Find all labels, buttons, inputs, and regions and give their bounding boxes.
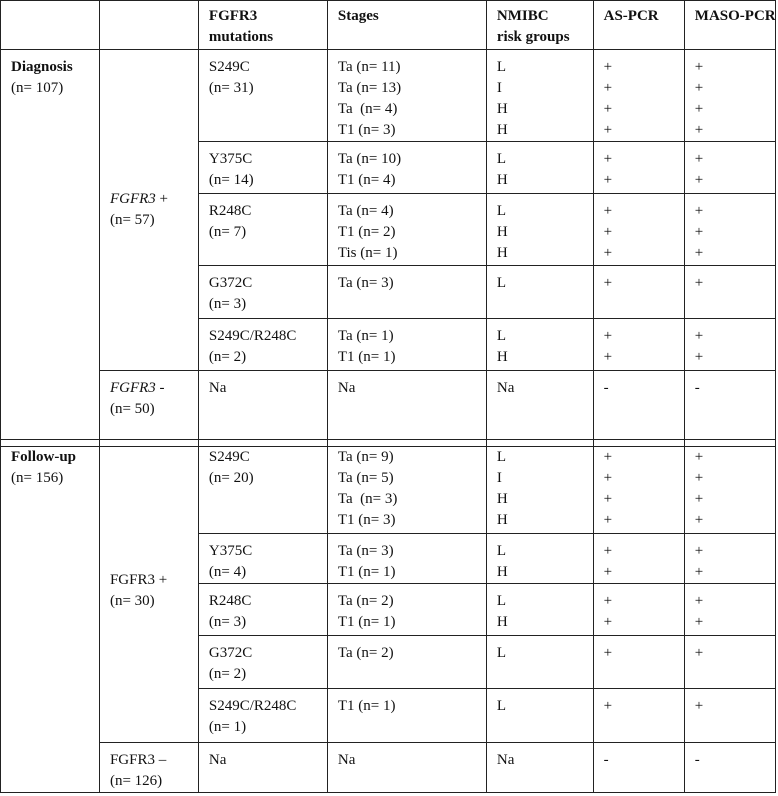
- maso-pcr-value: +: [694, 80, 704, 96]
- maso-pcr-value-list: [695, 371, 775, 399]
- risk-text-list: [497, 689, 593, 717]
- as-pcr-cell: [593, 50, 684, 142]
- stage-text: T1 (n= 1): [337, 564, 396, 580]
- mutation-text: G372C: [208, 275, 253, 291]
- group-name-suffix: -: [155, 380, 165, 396]
- as-pcr-cell: [593, 319, 684, 371]
- stages-cell: [327, 584, 486, 636]
- maso-pcr-value: +: [694, 449, 704, 465]
- as-pcr-value: +: [603, 59, 613, 75]
- group-name: [110, 570, 198, 591]
- risk-cell: [486, 50, 593, 142]
- mutation-text: (n= 20): [208, 470, 254, 486]
- maso-pcr-cell: [684, 636, 775, 689]
- maso-pcr-value: -: [694, 380, 700, 396]
- as-pcr-value-list: [604, 584, 684, 633]
- maso-pcr-value: +: [694, 564, 704, 580]
- stage-text: Ta (n= 2): [337, 645, 394, 661]
- mutation-text-list: [209, 440, 327, 489]
- stage-text-list: [338, 440, 486, 531]
- risk-text: L: [496, 698, 507, 714]
- as-pcr-value: -: [603, 752, 609, 768]
- stage-text-list: [338, 266, 486, 294]
- group-label-cell: [99, 50, 198, 371]
- follow-up-section: [0, 439, 776, 793]
- as-pcr-value-list: [604, 689, 684, 717]
- risk-value-list: [497, 371, 593, 399]
- risk-text: H: [496, 512, 508, 528]
- maso-pcr-value: +: [694, 101, 704, 117]
- maso-pcr-value: +: [694, 275, 704, 291]
- mutation-cell: [198, 142, 327, 194]
- maso-pcr-value-list: [695, 584, 775, 633]
- risk-cell: [486, 142, 593, 194]
- maso-pcr-cell: [684, 266, 775, 319]
- risk-value: Na: [496, 752, 515, 768]
- risk-cell: [486, 584, 593, 636]
- section-count: (n= 107): [11, 80, 64, 96]
- risk-text: L: [496, 59, 507, 75]
- as-pcr-value-list: [604, 371, 684, 399]
- table-row: [1, 743, 776, 793]
- mutation-text: G372C: [208, 645, 253, 661]
- risk-text: H: [496, 224, 508, 240]
- maso-pcr-value: +: [694, 512, 704, 528]
- as-pcr-value: +: [603, 564, 613, 580]
- risk-text-list: [497, 266, 593, 294]
- stage-text-list: [338, 689, 486, 717]
- as-pcr-value-list: [604, 534, 684, 583]
- group-name-suffix: +: [155, 191, 168, 207]
- maso-pcr-value-list: [695, 636, 775, 664]
- group-label: [110, 570, 198, 612]
- mutation-text-list: [209, 534, 327, 583]
- stage-text-list: [338, 194, 486, 264]
- risk-text-list: [497, 194, 593, 264]
- maso-pcr-value-list: [695, 50, 775, 141]
- mutation-value-list: [209, 371, 327, 399]
- group-name-text: FGFR3: [109, 380, 156, 396]
- maso-pcr-cell: [684, 440, 775, 534]
- stage-text-list: [338, 534, 486, 583]
- mutation-cell: [198, 534, 327, 584]
- risk-text-list: [497, 440, 593, 531]
- header-as-pcr: AS-PCR: [593, 1, 684, 50]
- as-pcr-value: +: [603, 328, 613, 344]
- mutation-text: (n= 2): [208, 666, 247, 682]
- as-pcr-value: +: [603, 349, 613, 365]
- as-pcr-value: +: [603, 172, 613, 188]
- mutation-text: (n= 3): [208, 614, 247, 630]
- group-count: (n= 50): [109, 401, 155, 417]
- maso-pcr-cell: [684, 371, 775, 447]
- maso-pcr-value: +: [694, 328, 704, 344]
- risk-text: H: [496, 101, 508, 117]
- risk-text: L: [496, 645, 507, 661]
- maso-pcr-value: +: [694, 614, 704, 630]
- as-pcr-cell: [593, 440, 684, 534]
- as-pcr-value-list: [604, 266, 684, 294]
- stages-cell: [327, 440, 486, 534]
- as-pcr-value: +: [603, 645, 613, 661]
- stage-text-list: [338, 50, 486, 141]
- risk-text-list: [497, 584, 593, 633]
- maso-pcr-value: +: [694, 543, 704, 559]
- as-pcr-value: +: [603, 203, 613, 219]
- as-pcr-cell: [593, 142, 684, 194]
- group-label: [110, 743, 198, 792]
- risk-text-list: [497, 50, 593, 141]
- section-label: [11, 440, 99, 489]
- risk-text: H: [496, 614, 508, 630]
- mutation-text-list: [209, 142, 327, 191]
- stage-text-list: [338, 636, 486, 664]
- as-pcr-value-list: [604, 142, 684, 191]
- as-pcr-value: +: [603, 449, 613, 465]
- mutation-cell: [198, 319, 327, 371]
- maso-pcr-value-list: [695, 689, 775, 717]
- stages-cell: [327, 194, 486, 266]
- header-maso-pcr: MASO-PCR: [684, 1, 775, 50]
- as-pcr-value-list: [604, 50, 684, 141]
- risk-cell: [486, 194, 593, 266]
- as-pcr-value-list: [604, 194, 684, 264]
- stage-text: Ta (n= 11): [337, 59, 401, 75]
- risk-cell: [486, 440, 593, 534]
- mutation-text: (n= 1): [208, 719, 247, 735]
- stage-text: Tis (n= 1): [337, 245, 398, 261]
- maso-pcr-value: +: [694, 203, 704, 219]
- section-label-cell: [1, 50, 100, 447]
- mutation-text-list: [209, 636, 327, 685]
- risk-text: L: [496, 275, 507, 291]
- maso-pcr-cell: [684, 689, 775, 743]
- mutation-value: Na: [208, 380, 227, 396]
- section-count: (n= 156): [11, 470, 64, 486]
- maso-pcr-cell: [684, 534, 775, 584]
- mutation-text: R248C: [208, 593, 252, 609]
- as-pcr-cell: [593, 636, 684, 689]
- stage-text: T1 (n= 3): [337, 122, 396, 138]
- table-row: [1, 371, 776, 447]
- mutation-text-list: [209, 194, 327, 243]
- stage-text: T1 (n= 2): [337, 224, 396, 240]
- maso-pcr-value: +: [694, 645, 704, 661]
- as-pcr-value-list: [604, 319, 684, 368]
- stage-text: Ta (n= 3): [337, 275, 394, 291]
- as-pcr-value-list: [604, 636, 684, 664]
- risk-text: H: [496, 491, 508, 507]
- mutation-text: (n= 4): [208, 564, 247, 580]
- mutation-text: S249C: [208, 59, 250, 75]
- risk-text-list: [497, 142, 593, 191]
- header-row: [1, 1, 776, 50]
- as-pcr-value: +: [603, 470, 613, 486]
- group-label-cell: [99, 743, 198, 793]
- stages-value: Na: [337, 752, 356, 768]
- risk-text: L: [496, 328, 507, 344]
- mutation-cell: [198, 50, 327, 142]
- maso-pcr-value: +: [694, 491, 704, 507]
- group-name: [110, 750, 198, 771]
- header-risk-groups: NMIBC risk groups: [486, 1, 593, 50]
- mutation-value: Na: [208, 752, 227, 768]
- stage-text: Ta (n= 4): [337, 203, 394, 219]
- as-pcr-cell: [593, 689, 684, 743]
- maso-pcr-value: +: [694, 245, 704, 261]
- as-pcr-cell: [593, 534, 684, 584]
- mutation-cell: [198, 584, 327, 636]
- mutation-text: R248C: [208, 203, 252, 219]
- as-pcr-cell: [593, 584, 684, 636]
- maso-pcr-value: +: [694, 349, 704, 365]
- as-pcr-value-list: [604, 440, 684, 531]
- risk-text: H: [496, 245, 508, 261]
- mutation-text: (n= 14): [208, 172, 254, 188]
- risk-text: I: [496, 470, 502, 486]
- mutation-text-list: [209, 584, 327, 633]
- mutation-text: Y375C: [208, 543, 253, 559]
- section-name: Follow-up: [11, 449, 77, 465]
- as-pcr-value: +: [603, 614, 613, 630]
- as-pcr-value: +: [603, 80, 613, 96]
- mutation-text-list: [209, 319, 327, 368]
- group-label-cell: [99, 371, 198, 447]
- group-name-text: FGFR3 –: [109, 752, 167, 768]
- risk-value-list: [497, 743, 593, 771]
- maso-pcr-cell: [684, 194, 775, 266]
- maso-pcr-value-list: [695, 194, 775, 264]
- header-cell: [1, 1, 100, 50]
- stages-cell: [327, 636, 486, 689]
- mutation-cell: [198, 743, 327, 793]
- group-label: [110, 371, 198, 420]
- stages-cell: [327, 371, 486, 447]
- group-label-cell: [99, 440, 198, 743]
- mutation-text: (n= 7): [208, 224, 247, 240]
- stage-text: Ta (n= 4): [337, 101, 398, 117]
- maso-pcr-cell: [684, 50, 775, 142]
- as-pcr-cell: [593, 743, 684, 793]
- maso-pcr-value-list: [695, 319, 775, 368]
- stage-text: Ta (n= 2): [337, 593, 394, 609]
- risk-cell: [486, 689, 593, 743]
- as-pcr-value: +: [603, 101, 613, 117]
- mutation-text: S249C/R248C: [208, 328, 297, 344]
- mutation-cell: [198, 636, 327, 689]
- mutation-text: Y375C: [208, 151, 253, 167]
- risk-text: L: [496, 449, 507, 465]
- as-pcr-value: +: [603, 245, 613, 261]
- stage-text: Ta (n= 3): [337, 491, 398, 507]
- as-pcr-value: +: [603, 593, 613, 609]
- stage-text: T1 (n= 3): [337, 512, 396, 528]
- as-pcr-value: +: [603, 122, 613, 138]
- as-pcr-value: +: [603, 491, 613, 507]
- risk-text-list: [497, 319, 593, 368]
- mutation-text-list: [209, 50, 327, 99]
- risk-value: Na: [496, 380, 515, 396]
- maso-pcr-value: +: [694, 224, 704, 240]
- maso-pcr-cell: [684, 743, 775, 793]
- header-mutations: FGFR3 mutations: [198, 1, 327, 50]
- group-label: [110, 189, 198, 231]
- as-pcr-value: +: [603, 275, 613, 291]
- as-pcr-value: -: [603, 380, 609, 396]
- mutation-value-list: [209, 743, 327, 771]
- maso-pcr-value: +: [694, 698, 704, 714]
- group-count: (n= 30): [109, 593, 155, 609]
- as-pcr-value: +: [603, 512, 613, 528]
- mutation-cell: [198, 371, 327, 447]
- as-pcr-value: +: [603, 151, 613, 167]
- mutation-cell: [198, 689, 327, 743]
- as-pcr-value: +: [603, 224, 613, 240]
- risk-text: L: [496, 593, 507, 609]
- risk-text-list: [497, 534, 593, 583]
- maso-pcr-value: +: [694, 172, 704, 188]
- risk-text: L: [496, 151, 507, 167]
- risk-text: H: [496, 122, 508, 138]
- group-name-text: FGFR3 +: [109, 572, 168, 588]
- as-pcr-cell: [593, 371, 684, 447]
- stage-text: T1 (n= 1): [337, 349, 396, 365]
- maso-pcr-cell: [684, 319, 775, 371]
- stage-text: Ta (n= 13): [337, 80, 402, 96]
- as-pcr-cell: [593, 194, 684, 266]
- risk-cell: [486, 743, 593, 793]
- risk-text: L: [496, 543, 507, 559]
- maso-pcr-value: -: [694, 752, 700, 768]
- risk-cell: [486, 636, 593, 689]
- mutation-text-list: [209, 266, 327, 315]
- stages-cell: [327, 319, 486, 371]
- risk-cell: [486, 319, 593, 371]
- risk-text-list: [497, 636, 593, 664]
- mutation-cell: [198, 266, 327, 319]
- risk-cell: [486, 534, 593, 584]
- mutation-text: (n= 2): [208, 349, 247, 365]
- as-pcr-value: +: [603, 698, 613, 714]
- table-header: [0, 0, 776, 50]
- stage-text: Ta (n= 1): [337, 328, 394, 344]
- stages-value: Na: [337, 380, 356, 396]
- mutation-text: S249C/R248C: [208, 698, 297, 714]
- as-pcr-value: +: [603, 543, 613, 559]
- stage-text: Ta (n= 5): [337, 470, 394, 486]
- stage-text-list: [338, 142, 486, 191]
- mutation-text: (n= 3): [208, 296, 247, 312]
- section-label: [11, 50, 99, 99]
- stage-text: T1 (n= 1): [337, 698, 396, 714]
- risk-text: L: [496, 203, 507, 219]
- diagnosis-section: [0, 49, 776, 447]
- risk-text: I: [496, 80, 502, 96]
- group-name: [110, 378, 198, 399]
- table-row: [1, 440, 776, 534]
- stage-text: T1 (n= 4): [337, 172, 396, 188]
- stage-text-list: [338, 584, 486, 633]
- maso-pcr-value: +: [694, 470, 704, 486]
- stages-cell: [327, 142, 486, 194]
- header-cell: [99, 1, 198, 50]
- as-pcr-value-list: [604, 743, 684, 771]
- group-count: (n= 126): [109, 773, 163, 789]
- group-name: [110, 189, 198, 210]
- header-stages: Stages: [327, 1, 486, 50]
- maso-pcr-value-list: [695, 440, 775, 531]
- stage-text-list: [338, 319, 486, 368]
- stage-text: Ta (n= 9): [337, 449, 394, 465]
- risk-cell: [486, 371, 593, 447]
- section-label-cell: [1, 440, 100, 793]
- table-row: [1, 50, 776, 142]
- group-name-text: FGFR3: [109, 191, 156, 207]
- mutation-text: (n= 31): [208, 80, 254, 96]
- mutation-text-list: [209, 689, 327, 738]
- risk-text: H: [496, 564, 508, 580]
- stages-cell: [327, 743, 486, 793]
- stage-text: Ta (n= 10): [337, 151, 402, 167]
- maso-pcr-value-list: [695, 534, 775, 583]
- maso-pcr-cell: [684, 142, 775, 194]
- risk-cell: [486, 266, 593, 319]
- maso-pcr-value: +: [694, 122, 704, 138]
- as-pcr-cell: [593, 266, 684, 319]
- risk-text: H: [496, 172, 508, 188]
- maso-pcr-value: +: [694, 593, 704, 609]
- stages-cell: [327, 534, 486, 584]
- stages-cell: [327, 689, 486, 743]
- stages-value-list: [338, 743, 486, 771]
- maso-pcr-value-list: [695, 142, 775, 191]
- maso-pcr-value: +: [694, 59, 704, 75]
- stage-text: T1 (n= 1): [337, 614, 396, 630]
- stages-cell: [327, 266, 486, 319]
- group-count: (n= 57): [109, 212, 155, 228]
- stage-text: Ta (n= 3): [337, 543, 394, 559]
- maso-pcr-value-list: [695, 743, 775, 771]
- mutation-cell: [198, 440, 327, 534]
- stages-value-list: [338, 371, 486, 399]
- maso-pcr-cell: [684, 584, 775, 636]
- stages-cell: [327, 50, 486, 142]
- risk-text: H: [496, 349, 508, 365]
- maso-pcr-value: +: [694, 151, 704, 167]
- maso-pcr-value-list: [695, 266, 775, 294]
- section-name: Diagnosis: [11, 59, 73, 75]
- mutation-cell: [198, 194, 327, 266]
- mutation-text: S249C: [208, 449, 250, 465]
